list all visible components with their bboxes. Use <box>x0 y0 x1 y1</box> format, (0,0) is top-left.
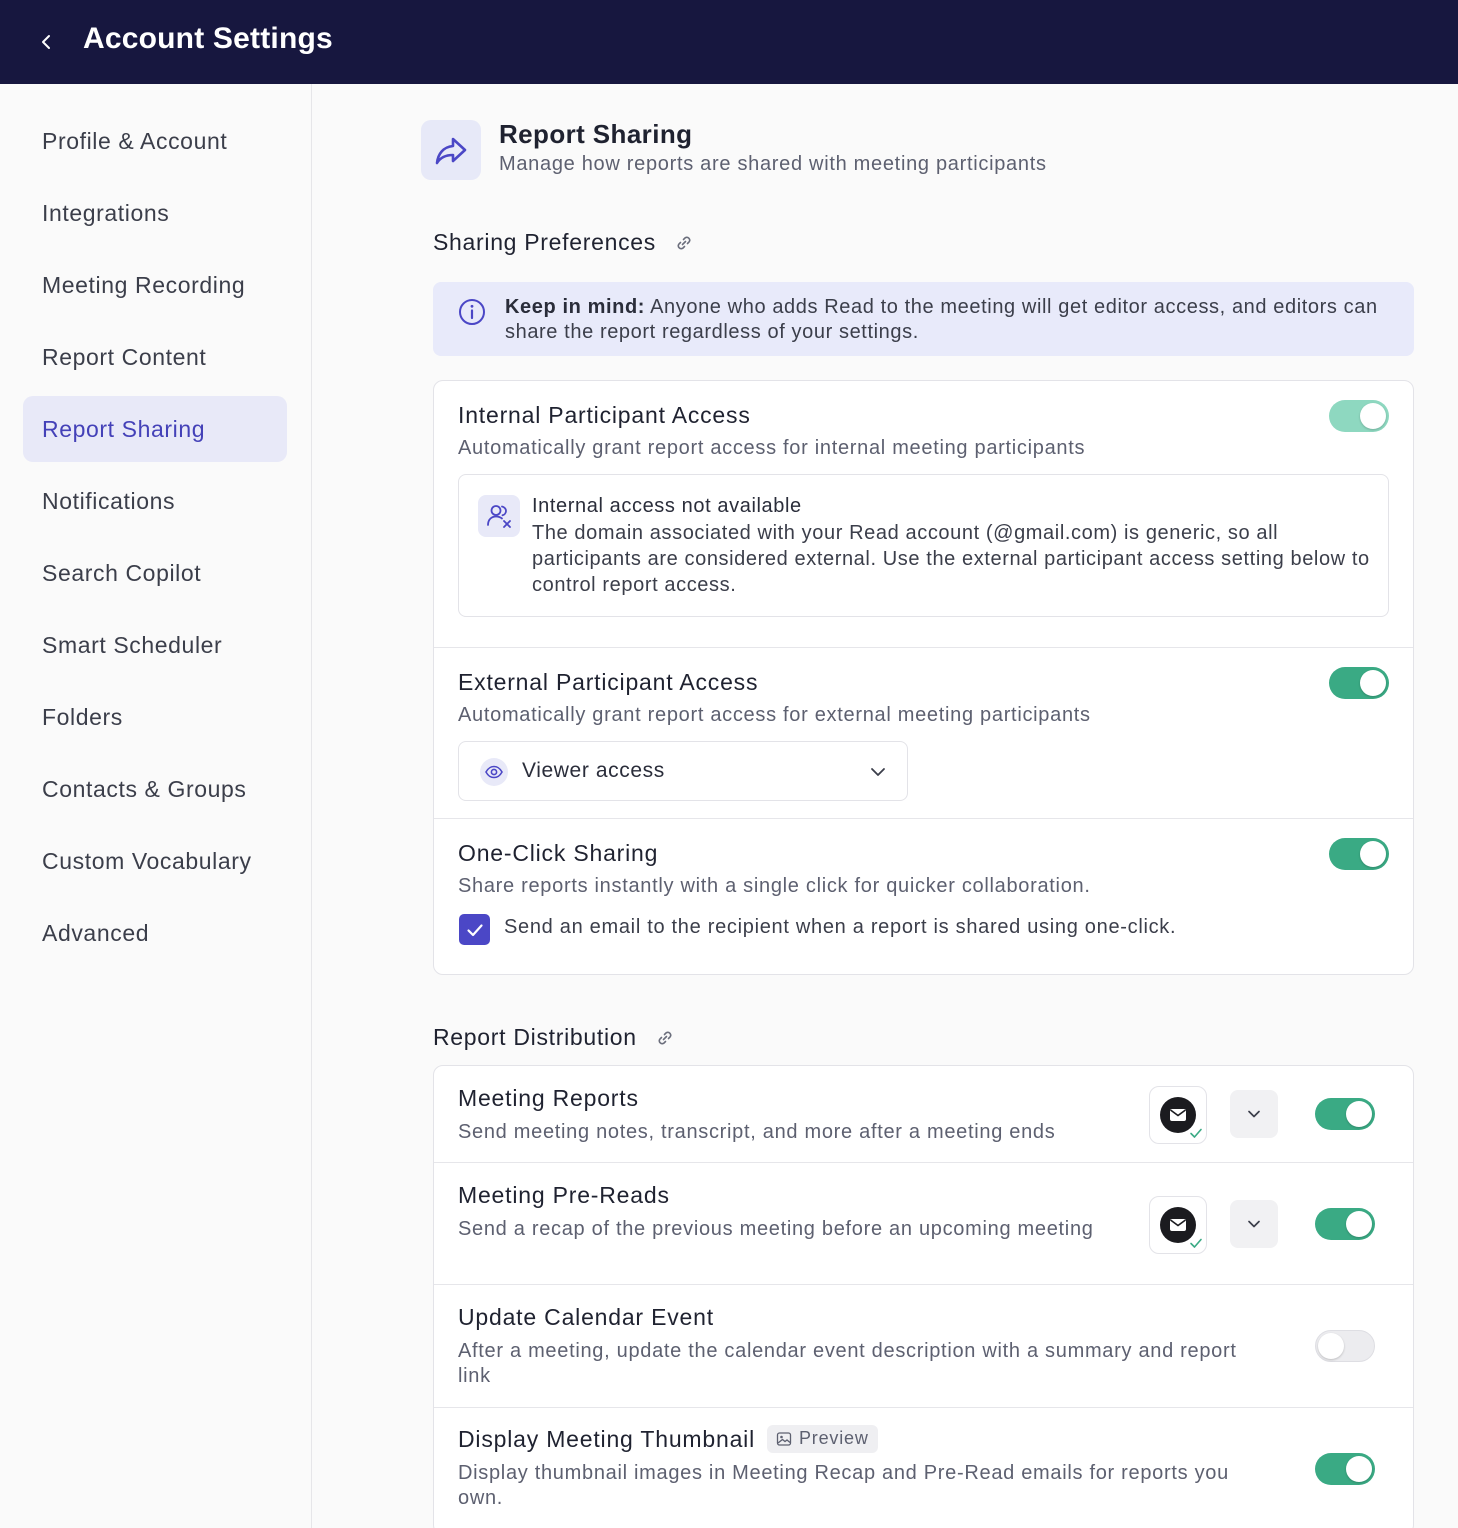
link-icon[interactable] <box>655 1028 675 1048</box>
check-icon <box>1189 1126 1203 1140</box>
sidebar-item-report-content[interactable]: Report Content <box>42 343 207 370</box>
external-access-toggle[interactable] <box>1329 667 1389 699</box>
top-bar <box>0 0 1458 84</box>
report-distribution-heading <box>433 1024 675 1051</box>
page-title: Report Sharing <box>499 119 693 149</box>
meeting-pre-reads-title: Meeting Pre-Reads <box>458 1182 670 1208</box>
divider <box>434 1407 1413 1408</box>
meeting-pre-reads-expand-button[interactable] <box>1230 1200 1278 1248</box>
sidebar-item-profile-account[interactable]: Profile & Account <box>42 127 228 154</box>
access-level-value: Viewer access <box>522 759 665 782</box>
email-delivery-button[interactable] <box>1149 1086 1207 1144</box>
divider <box>434 818 1413 819</box>
update-calendar-description: After a meeting, update the calendar event description with a summary and report link <box>458 1340 1237 1387</box>
report-distribution-card <box>433 1065 1414 1528</box>
notice-title: Internal access not available <box>532 495 802 517</box>
meeting-reports-title: Meeting Reports <box>458 1085 639 1111</box>
chevron-down-icon <box>1245 1105 1263 1123</box>
sidebar-item-advanced[interactable]: Advanced <box>42 919 150 946</box>
sidebar-item-smart-scheduler[interactable]: Smart Scheduler <box>42 631 223 658</box>
info-text <box>505 295 1385 345</box>
one-click-toggle[interactable] <box>1329 838 1389 870</box>
display-thumbnail-heading <box>458 1426 878 1455</box>
internal-access-description: Automatically grant report access for internal meeting participants <box>458 437 1086 459</box>
one-click-description: Share reports instantly with a single click for quicker collaboration. <box>458 875 1091 897</box>
eye-icon <box>480 758 508 786</box>
report-distribution-title: Report Distribution <box>433 1024 637 1050</box>
meeting-pre-reads-description: Send a recap of the previous meeting before an upcoming meeting <box>458 1218 1094 1240</box>
sidebar-item-report-sharing[interactable]: Report Sharing <box>23 396 287 462</box>
chevron-left-icon <box>40 34 54 50</box>
divider <box>434 1162 1413 1163</box>
one-click-email-checkbox[interactable] <box>459 914 490 945</box>
sharing-preferences-heading <box>433 229 694 256</box>
access-level-select[interactable] <box>458 741 908 801</box>
sidebar-item-custom-vocabulary[interactable]: Custom Vocabulary <box>42 847 252 874</box>
display-thumbnail-title: Display Meeting Thumbnail <box>458 1426 755 1452</box>
one-click-title: One-Click Sharing <box>458 840 659 866</box>
page-subtitle: Manage how reports are shared with meeting participants <box>499 153 1047 175</box>
image-icon <box>776 1431 792 1447</box>
sharing-preferences-title: Sharing Preferences <box>433 229 656 255</box>
link-icon[interactable] <box>674 233 694 253</box>
email-delivery-button[interactable] <box>1149 1196 1207 1254</box>
meeting-reports-expand-button[interactable] <box>1230 1090 1278 1138</box>
divider <box>434 1284 1413 1285</box>
divider <box>434 647 1413 648</box>
chevron-down-icon <box>867 761 889 783</box>
sidebar-item-contacts-groups[interactable]: Contacts & Groups <box>42 775 247 802</box>
meeting-pre-reads-toggle[interactable] <box>1315 1208 1375 1240</box>
sharing-preferences-card <box>433 380 1414 975</box>
check-icon <box>1189 1236 1203 1250</box>
internal-access-notice <box>458 474 1389 617</box>
check-icon <box>465 920 485 940</box>
preview-badge-label: Preview <box>799 1428 869 1449</box>
internal-access-toggle[interactable] <box>1329 400 1389 432</box>
sidebar-item-search-copilot[interactable]: Search Copilot <box>42 559 202 586</box>
one-click-email-label: Send an email to the recipient when a report is shared using one-click. <box>504 916 1177 938</box>
settings-sidebar <box>0 84 312 1528</box>
info-bold: Keep in mind: <box>505 296 646 318</box>
update-calendar-toggle[interactable] <box>1315 1330 1375 1362</box>
notice-text: The domain associated with your Read account (@gmail.com) is generic, so all participants are considered external. Use the external participant access setting below to control report access. <box>532 522 1370 596</box>
sidebar-item-folders[interactable]: Folders <box>42 703 123 730</box>
info-icon <box>458 298 486 326</box>
update-calendar-title: Update Calendar Event <box>458 1304 714 1330</box>
external-access-title: External Participant Access <box>458 669 759 695</box>
display-thumbnail-toggle[interactable] <box>1315 1453 1375 1485</box>
user-x-icon <box>478 495 520 537</box>
keep-in-mind-info <box>433 282 1414 356</box>
display-thumbnail-description: Display thumbnail images in Meeting Recap and Pre-Read emails for reports you own. <box>458 1462 1229 1509</box>
preview-badge <box>767 1425 878 1453</box>
sidebar-item-integrations[interactable]: Integrations <box>42 199 170 226</box>
info-body: Anyone who adds Read to the meeting will get editor access, and editors can share the report regardless of your settings. <box>505 296 1378 343</box>
meeting-reports-toggle[interactable] <box>1315 1098 1375 1130</box>
external-access-description: Automatically grant report access for external meeting participants <box>458 704 1091 726</box>
internal-access-title: Internal Participant Access <box>458 402 751 428</box>
share-arrow-icon <box>421 120 481 180</box>
sidebar-item-notifications[interactable]: Notifications <box>42 487 176 514</box>
sidebar-item-meeting-recording[interactable]: Meeting Recording <box>42 271 246 298</box>
page-header-title: Account Settings <box>83 22 333 55</box>
chevron-down-icon <box>1245 1215 1263 1233</box>
back-button[interactable] <box>34 28 60 56</box>
meeting-reports-description: Send meeting notes, transcript, and more after a meeting ends <box>458 1121 1056 1143</box>
